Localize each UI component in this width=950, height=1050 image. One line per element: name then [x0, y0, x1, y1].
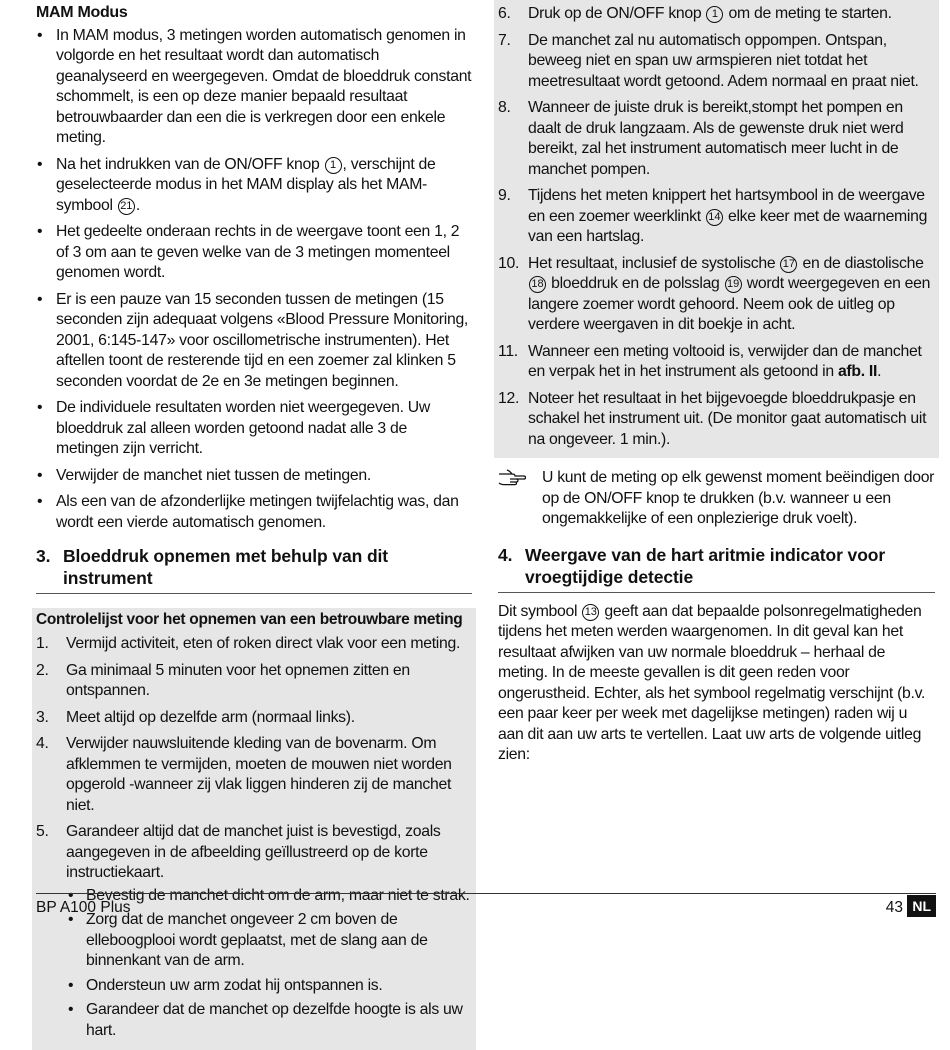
- text-fragment: Dit symbool: [498, 602, 582, 620]
- item-text: Meet altijd op dezelfde arm (normaal links).: [66, 708, 355, 726]
- list-item: [36, 634, 472, 655]
- item-text: Wanneer de juiste druk is bereikt,stompt het pompen en daalt de druk langzaam. Als de gewenste druk niet werd bereikt, zal het instrument automatisch meer lucht in de manchet pompen.: [528, 99, 904, 178]
- item-number: 11.: [498, 342, 518, 360]
- list-item: • In MAM modus, 3 metingen worden automatisch genomen in volgorde en het resultaat wordt dan automatisch geanalyseerd en weergegeven. Omdat de bloeddruk constant schommelt, is een op deze manier bepaald resultaat betrouwbaarder dan een die is verkregen door een enkele meting.: [36, 26, 472, 149]
- section-4-heading: [498, 544, 935, 593]
- text-fragment: bloeddruk en de polsslag: [547, 275, 724, 292]
- section-title: Weergave van de hart aritmie indicator voor vroegtijdige detectie: [525, 544, 886, 587]
- circled-number-icon: 18: [529, 276, 546, 293]
- model-name: BP A100 Plus: [36, 899, 131, 916]
- list-item: • De individuele resultaten worden niet weergegeven. Uw bloeddruk zal alleen worden getoond nadat alle 3 de metingen zijn verricht.: [36, 398, 472, 460]
- list-item: • Verwijder de manchet niet tussen de metingen.: [36, 466, 472, 487]
- pointing-hand-icon: [498, 468, 542, 530]
- checklist-list: [36, 634, 472, 1041]
- text-fragment: elke keer met de waarneming van een hartslag.: [528, 207, 928, 245]
- mam-bullet-list: [36, 26, 472, 534]
- list-item: [498, 31, 935, 93]
- text-fragment: Wanneer een meting voltooid is, verwijder dan de manchet en verpak het in het instrument als getoond in: [528, 342, 922, 380]
- section-number: 4.: [498, 544, 513, 565]
- checklist-title: Controlelijst voor het opnemen van een betrouwbare meting: [36, 611, 463, 628]
- item-text: Garandeer altijd dat de manchet juist is bevestigd, zoals aangegeven in de afbeelding geïllustreerd op de korte instructiekaart.: [66, 823, 441, 881]
- text-fragment: en de diastolische: [798, 254, 924, 272]
- circled-number-icon: 17: [780, 256, 797, 273]
- list-item: [498, 4, 935, 25]
- circled-number-icon: 21: [118, 198, 135, 215]
- text-fragment: .: [877, 363, 882, 380]
- list-item: • Ondersteun uw arm zodat hij ontspannen is.: [66, 976, 472, 997]
- circled-number-icon: 1: [325, 157, 342, 174]
- mam-mode-heading: MAM Modus: [36, 4, 128, 21]
- circled-number-icon: 19: [725, 276, 742, 293]
- section-3-heading: [36, 545, 472, 594]
- text-fragment: , verschijnt de geselecteerde modus in het MAM display als het MAM-symbool: [56, 155, 436, 214]
- item-number: 2.: [36, 661, 49, 679]
- section-number: 3.: [36, 546, 51, 566]
- text-fragment: wordt weergegeven en een langere zoemer wordt gehoord. Neem ook de uitleg op verdere weergaven in dit boekje in acht.: [528, 275, 931, 333]
- language-badge: NL: [907, 895, 936, 917]
- text-fragment: Het resultaat, inclusief de systolische: [528, 254, 780, 272]
- item-text: Noteer het resultaat in het bijgevoegde bloeddrukpasje en schakel het instrument uit. (De monitor gaat automatisch uit na ongeveer. 1 min.).: [528, 389, 927, 448]
- text-fragment: Tijdens het meten knippert het hartsymbool in de weergave en een zoemer weerklinkt: [528, 187, 925, 225]
- item-text: Vermijd activiteit, eten of roken direct vlak voor een meting.: [66, 635, 461, 652]
- circled-number-icon: 13: [582, 604, 599, 621]
- list-item: [498, 254, 935, 336]
- item-number: 9.: [498, 187, 511, 204]
- pointing-hand-icon-svg: [498, 468, 526, 486]
- figure-reference: afb. II: [837, 363, 878, 380]
- text-fragment: .: [135, 196, 140, 214]
- item-text: Verwijder nauwsluitende kleding van de bovenarm. Om afklemmen te vermijden, moeten de mouwen niet worden opgerold -wanneer zij vlak liggen hinderen zij de manchet niet.: [66, 735, 452, 814]
- text-fragment: om de meting te starten.: [724, 5, 892, 22]
- item-text: Ga minimaal 5 minuten voor het opnemen zitten en ontspannen.: [66, 661, 410, 699]
- item-number: 10.: [498, 254, 520, 272]
- item-number: 6.: [498, 5, 511, 22]
- arrhythmia-paragraph: [498, 602, 935, 766]
- list-item: [498, 389, 935, 451]
- item-text: De manchet zal nu automatisch oppompen. Ontspan, beweeg niet en span uw armspieren niet totdat het meetresultaat wordt getoond. Adem normaal en praat niet.: [528, 31, 919, 90]
- list-item: [36, 734, 472, 816]
- list-item: • Het gedeelte onderaan rechts in de weergave toont een 1, 2 of 3 om aan te geven welke van de 3 metingen momenteel genomen wordt.: [36, 222, 472, 284]
- checklist-box: [32, 608, 476, 1050]
- circled-number-icon: 14: [706, 209, 723, 226]
- list-item: • Er is een pauze van 15 seconden tussen de metingen (15 seconden zijn adequaat volgens «Blood Pressure Monitoring, 2001, 6:145-147» voor oscillometrische instrumenten). Het aftellen toont de resterende tijd en een zoemer zal klinken 5 seconden voordat de 2e en 3e metingen beginnen.: [36, 290, 472, 393]
- text-fragment: Druk op de ON/OFF knop: [528, 5, 706, 22]
- right-column: [498, 0, 935, 766]
- steps-list: [498, 4, 935, 450]
- item-number: 5.: [36, 823, 49, 840]
- page-number: 43: [885, 899, 903, 916]
- list-item: [36, 661, 472, 702]
- text-fragment: Na het indrukken van de ON/OFF knop: [56, 155, 324, 173]
- list-item: [36, 822, 472, 1041]
- section-title: Bloeddruk opnemen met behulp van dit instrument: [63, 546, 389, 588]
- steps-box: [494, 0, 939, 458]
- list-item: • Zorg dat de manchet ongeveer 2 cm boven de elleboogplooi wordt geplaatst, met de slang aan de binnenkant van de arm.: [66, 910, 472, 972]
- item-number: 3.: [36, 708, 49, 726]
- list-item: • Als een van de afzonderlijke metingen twijfelachtig was, dan wordt een vierde automatisch genomen.: [36, 492, 472, 533]
- list-item: • Garandeer dat de manchet op dezelfde hoogte is als uw hart.: [66, 1000, 472, 1041]
- list-item: [36, 708, 472, 729]
- item-number: 7.: [498, 31, 511, 49]
- list-item: [36, 155, 472, 217]
- list-item: [498, 342, 935, 383]
- item-number: 4.: [36, 735, 49, 752]
- text-fragment: geeft aan dat bepaalde polsonregelmatigheden tijdens het meten werden waargenomen. In dit geval kan het resultaat afwijken van uw normale bloeddruk – herhaal de meting. In de meeste gevallen is dit geen reden voor ongerustheid. Echter, als het symbool regelmatig verschijnt (b.v. een paar keer per week met dagelijkse metingen) raden wij u aan dit aan uw arts te vertellen. Laat uw arts de volgende uitleg zien:: [498, 602, 926, 763]
- list-item: [498, 186, 935, 248]
- list-item: • Bevestig de manchet dicht om de arm, maar niet te strak.: [66, 886, 472, 907]
- list-item: [498, 98, 935, 180]
- note-text: U kunt de meting op elk gewenst moment beëindigen door op de ON/OFF knop te drukken (b.v. wanneer u een ongemakkelijke of een onplezierige druk voelt).: [542, 469, 935, 527]
- item-number: 1.: [36, 635, 49, 652]
- page-footer: [36, 893, 936, 921]
- note-block: [498, 468, 935, 530]
- item-number: 8.: [498, 99, 511, 116]
- item-number: 12.: [498, 389, 520, 407]
- circled-number-icon: 1: [706, 6, 723, 23]
